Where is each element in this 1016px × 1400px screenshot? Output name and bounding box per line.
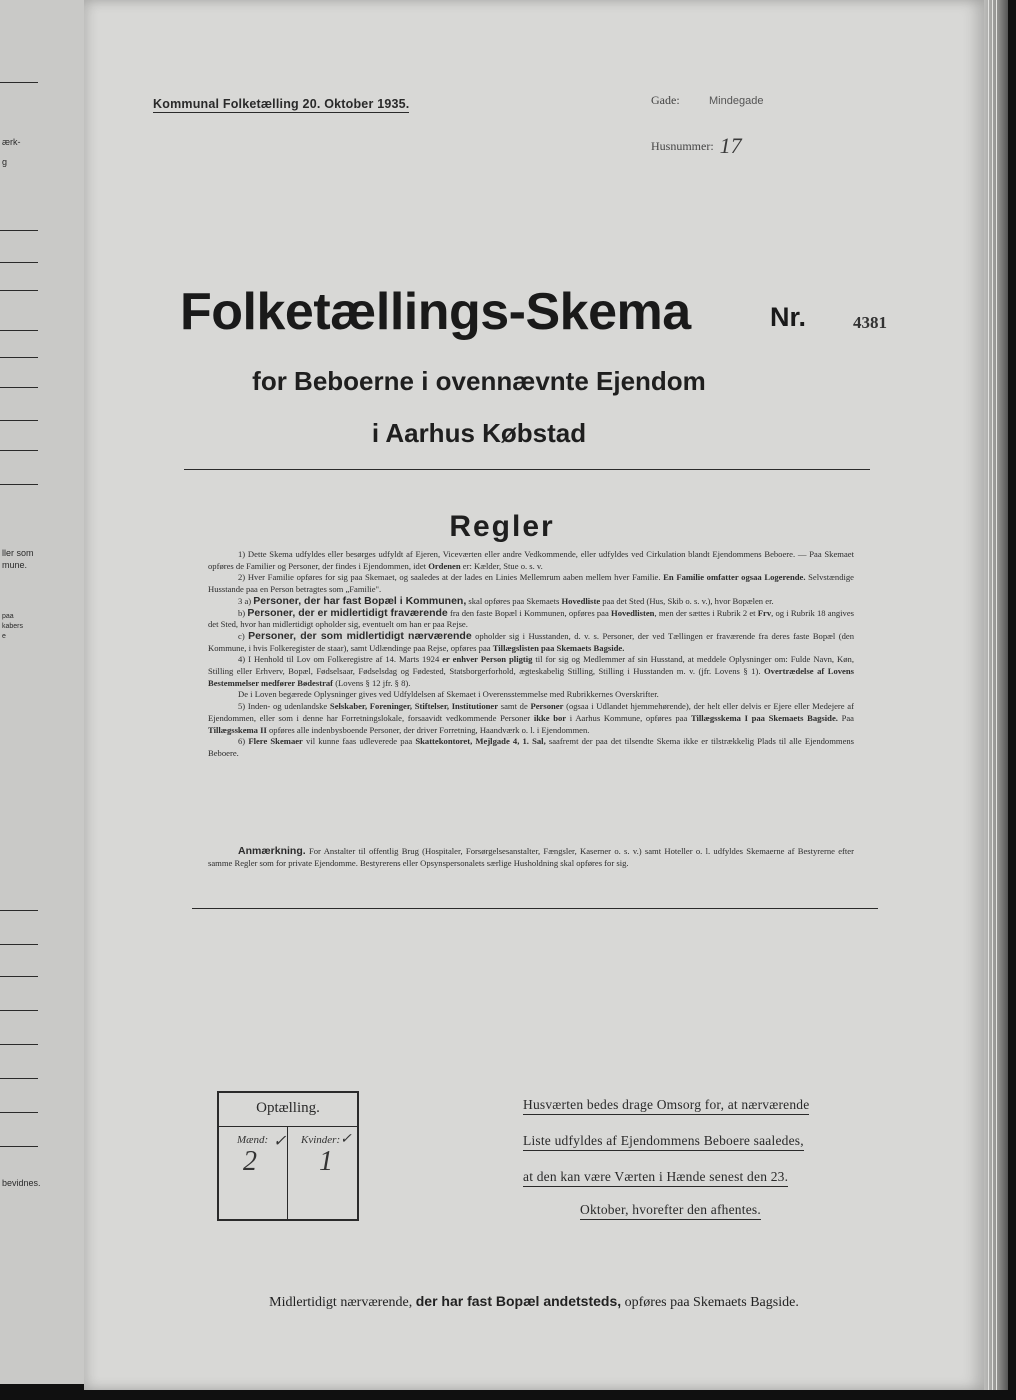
footer-text-bold: der har fast Bopæl andetsteds,	[415, 1293, 622, 1309]
landlord-note-line: Oktober, hvorefter den afhentes.	[580, 1202, 761, 1220]
form-number-label: Nr.	[770, 302, 807, 332]
left-page-text: mune.	[2, 560, 28, 570]
count-box	[217, 1091, 359, 1221]
house-number-field	[651, 130, 742, 156]
rule-3a: 3 a) Personer, der har fast Bopæl i Kommunen, skal opføres paa Skemaets Hovedliste paa det Sted (Hus, Skib o. s. v.), hvor Bopælen er.	[238, 594, 774, 607]
rule-4-continued: De i Loven begærede Oplysninger gives ved Udfyldelsen af Skemaet i Overensstemmelse med Rubrikkernes Overskrifter.	[238, 689, 659, 700]
divider	[184, 469, 870, 470]
left-page-text: ller som	[2, 548, 34, 558]
left-facing-page	[0, 0, 86, 1384]
footer-note	[84, 1293, 984, 1311]
count-box-title: Optælling.	[256, 1100, 320, 1116]
left-page-text: g	[2, 157, 8, 167]
left-page-rule	[0, 82, 38, 83]
left-page-rule	[0, 1146, 38, 1147]
landlord-note-line: Husværten bedes drage Omsorg for, at nærværende	[523, 1097, 809, 1115]
left-page-text: kabers	[2, 623, 24, 630]
rules-body	[208, 549, 854, 760]
street-field	[651, 93, 763, 108]
divider	[192, 908, 878, 909]
form-number-value: 4381	[853, 313, 887, 332]
left-page-rule	[0, 1078, 38, 1079]
men-count: 2	[243, 1146, 257, 1177]
rule-5: 5) Inden- og udenlandske Selskaber, Foreninger, Stiftelser, Institutioner samt de Personer (ogsaa i Udlandet hjemmehørende), der helt eller delvis er Ejere eller Medejere af Ejendommen, eller som i denne har Forretningslokale, forsaavidt vedkommende Personer ikke bor i Aarhus Kommune, opføres paa Tillægsskema I paa Skemaets Bagside. Paa Tillægsskema II opføres alle indenbysboende Personer, der driver Forretning, Haandværk o. l. i Ejendommen.	[208, 701, 854, 735]
landlord-note-line: at den kan være Værten i Hænde senest den 23.	[523, 1169, 788, 1187]
left-page-rule	[0, 1112, 38, 1113]
rule-6: 6) Flere Skemaer vil kunne faas udleverede paa Skattekontoret, Mejlgade 4, 1. Sal, saafremt der paa det tilsendte Skema ikke er tilstrækkelig Plads til alle Ejendommens Beboere.	[208, 736, 855, 758]
left-page-rule	[0, 484, 38, 485]
census-form-sheet	[84, 0, 984, 1390]
census-header: Kommunal Folketælling 20. Oktober 1935.	[153, 97, 410, 111]
left-page-text: bevidnes.	[2, 1178, 41, 1188]
left-page-rule	[0, 330, 38, 331]
left-page-rule	[0, 357, 38, 358]
left-page-rule	[0, 290, 38, 291]
rule-2: 2) Hver Familie opføres for sig paa Skemaet, og saaledes at der lades en Linies Mellemrum aaben mellem hver Familie. En Familie omfatter ogsaa Logerende. Selvstændige Husstande paa en Person betragtes som „Familie".	[208, 572, 854, 595]
landlord-note-line: Liste udfyldes af Ejendommens Beboere saaledes,	[523, 1133, 804, 1151]
women-check-mark-icon: ✓	[340, 1132, 352, 1147]
remark-text: For Anstalter til offentlig Brug (Hospitaler, Forsørgelsesanstalter, Fængsler, Kaserner o. s. v.) samt Hoteller o. l. udfyldes Skemaerne af Bestyrerne efter samme Regler som for private Ejendomme. Bestyrerens eller Opsynspersonalets særlige Husholdning skal opføres for sig.	[208, 846, 854, 868]
remark-paragraph	[208, 846, 854, 869]
left-page-text: paa	[2, 613, 14, 620]
footer-text: Midlertidigt nærværende,	[269, 1295, 416, 1310]
women-count: 1	[319, 1146, 333, 1177]
left-page-rule	[0, 450, 38, 451]
rules-heading: Regler	[449, 510, 555, 543]
remark-label: Anmærkning.	[238, 845, 306, 857]
rule-3c: c) Personer, der som midlertidigt nærværende opholder sig i Husstanden, d. v. s. Personer, der ved Tællingen er fraværende fra deres faste Bopæl (den Kommune, i hvis Folkeregister de staar), samt Udlændinge paa Rejse, opføres paa Tillægslisten paa Skemaets Bagside.	[208, 629, 855, 653]
street-value: Mindegade	[709, 95, 764, 107]
footer-text: opføres paa Skemaets Bagside.	[621, 1295, 799, 1310]
form-subtitle: for Beboerne i ovennævnte Ejendom	[252, 366, 706, 396]
left-page-rule	[0, 1010, 38, 1011]
left-page-rule	[0, 976, 38, 977]
left-page-rule	[0, 262, 38, 263]
left-page-rule	[0, 944, 38, 945]
count-box-divider	[219, 1126, 357, 1127]
page-stack-edge	[984, 0, 1008, 1390]
rule-4: 4) I Henhold til Lov om Folkeregistre af 14. Marts 1924 er enhver Person pligtig til for sig og Medlemmer af sin Husstand, at meddele Oplysninger om: Fulde Navn, Køn, Stilling eller Erhverv, Bopæl, Fødselsaar, Fødselsdag og Fødested, Statsborgerforhold, ægteskabelig Stilling, Stilling i Husstanden m. v. (jfr. Lovens § 1). Overtrædelse af Lovens Bestemmelser medfører Bødestraf (Lovens § 12 jfr. § 8).	[208, 654, 854, 688]
men-check-mark-icon: ✓	[273, 1133, 287, 1150]
left-page-rule	[0, 1044, 38, 1045]
women-label: Kvinder:	[301, 1134, 341, 1146]
left-page-rule	[0, 420, 38, 421]
rule-1: 1) Dette Skema udfyldes eller besørges udfyldt af Ejeren, Viceværten eller andre Vedkommende, eller udfyldes ved Cirkulation blandt Ejendommens Beboere. — Paa Skemaet opføres de Familier og Personer, der findes i Ejendommen, idet Ordenen er: Kælder, Stue o. s. v.	[208, 549, 854, 571]
rule-3b: b) Personer, der er midlertidigt fraværende fra den faste Bopæl i Kommunen, opføres paa Hovedlisten, men der sættes i Rubrik 2 et Frv, og i Rubrik 18 angives det Sted, hvor han midlertidigt opholder sig, eventuelt om han er paa Rejse.	[208, 606, 855, 630]
left-page-text: e	[2, 633, 6, 640]
house-number-label: Husnummer:	[651, 139, 714, 153]
count-box-column-divider	[287, 1126, 288, 1219]
left-page-rule	[0, 387, 38, 388]
form-title: Folketællings-Skema	[180, 283, 691, 341]
left-page-rule	[0, 910, 38, 911]
men-label: Mænd:	[237, 1134, 269, 1146]
left-page-rule	[0, 230, 38, 231]
left-page-text: ærk-	[2, 137, 21, 147]
house-number-value: 17	[719, 133, 742, 158]
street-label: Gade:	[651, 93, 680, 107]
form-subtitle-city: i Aarhus Købstad	[371, 418, 587, 448]
